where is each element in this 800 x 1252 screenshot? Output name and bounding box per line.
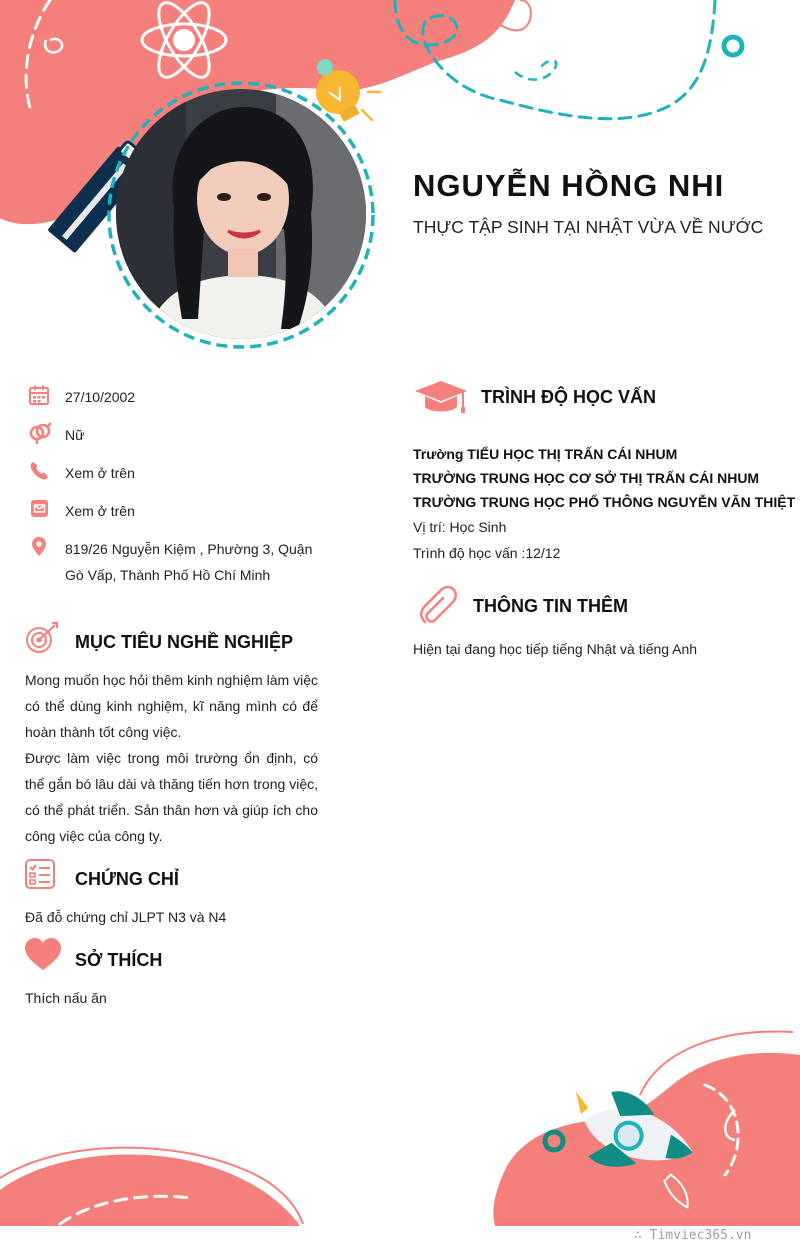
school-item: TRƯỜNG TRUNG HỌC CƠ SỞ THỊ TRẤN CÁI NHUM bbox=[413, 470, 760, 486]
contact-address bbox=[28, 536, 328, 588]
objective-paragraph: Được làm việc trong môi trường ổn định, có thể gắn bó lâu dài và thăng tiến hơn trong việc, có thể phát triển. Sản thân hơn và giúp ích cho công việc của công ty. bbox=[25, 750, 318, 844]
gender-icon bbox=[28, 422, 52, 444]
education-level: Trình độ học vấn :12/12 bbox=[413, 545, 561, 561]
school-item: TRƯỜNG TRUNG HỌC PHỔ THÔNG NGUYỄN VĂN THIỆT bbox=[413, 494, 796, 510]
candidate-name: NGUYỄN HỒNG NHI bbox=[413, 168, 725, 203]
top-teal-loop bbox=[515, 61, 556, 80]
certificates-title: CHỨNG CHỈ bbox=[75, 869, 179, 889]
map-pin-icon bbox=[28, 536, 52, 558]
graduation-cap-icon bbox=[413, 379, 469, 415]
objective-paragraph: Mong muốn học hỏi thêm kinh nghiệm làm việc có thể dùng kinh nghiệm, kĩ năng mình có để hoàn thành tốt công việc. bbox=[25, 672, 318, 740]
contact-gender bbox=[28, 422, 84, 448]
objective-text bbox=[25, 667, 318, 849]
envelope-icon bbox=[28, 498, 52, 520]
checklist-icon bbox=[24, 858, 58, 890]
bottom-decoration bbox=[0, 1010, 800, 1252]
birthday-value: 27/10/2002 bbox=[65, 389, 136, 405]
hobbies-title: SỞ THÍCH bbox=[75, 950, 163, 970]
profile-photo bbox=[116, 89, 366, 339]
email-value: Xem ở trên bbox=[65, 503, 135, 519]
certificates-text: Đã đỗ chứng chỉ JLPT N3 và N4 bbox=[25, 909, 227, 925]
bottom-left-coral-blob bbox=[0, 1155, 300, 1226]
contact-birthday bbox=[28, 384, 135, 410]
calendar-icon bbox=[28, 384, 52, 406]
school-item: Trường TIỂU HỌC THỊ TRẤN CÁI NHUM bbox=[413, 446, 678, 462]
address-value: 819/26 Nguyễn Kiệm , Phường 3, Quận Gò Vấp, Thành Phố Hồ Chí Minh bbox=[65, 541, 313, 583]
education-list bbox=[413, 442, 796, 566]
hobbies-text: Thích nấu ăn bbox=[25, 990, 107, 1006]
objective-title: MỤC TIÊU NGHỀ NGHIỆP bbox=[75, 632, 294, 652]
paperclip-icon bbox=[415, 584, 459, 628]
heart-icon bbox=[24, 938, 62, 972]
teal-ring-top-right bbox=[724, 37, 742, 55]
candidate-title: THỰC TẬP SINH TẠI NHẬT VỪA VỀ NƯỚC bbox=[413, 217, 764, 237]
target-icon bbox=[24, 621, 60, 657]
phone-value: Xem ở trên bbox=[65, 465, 135, 481]
contact-phone bbox=[28, 460, 135, 486]
extra-title: THÔNG TIN THÊM bbox=[473, 596, 628, 616]
education-position: Vị trí: Học Sinh bbox=[413, 519, 507, 535]
education-title: TRÌNH ĐỘ HỌC VẤN bbox=[481, 387, 656, 407]
gender-value: Nữ bbox=[65, 427, 85, 443]
contact-email bbox=[28, 498, 135, 524]
extra-text: Hiện tại đang học tiếp tiếng Nhật và tiếng Anh bbox=[413, 641, 698, 657]
watermark: ∴ Timviec365.vn bbox=[634, 1228, 752, 1243]
phone-icon bbox=[28, 460, 52, 482]
